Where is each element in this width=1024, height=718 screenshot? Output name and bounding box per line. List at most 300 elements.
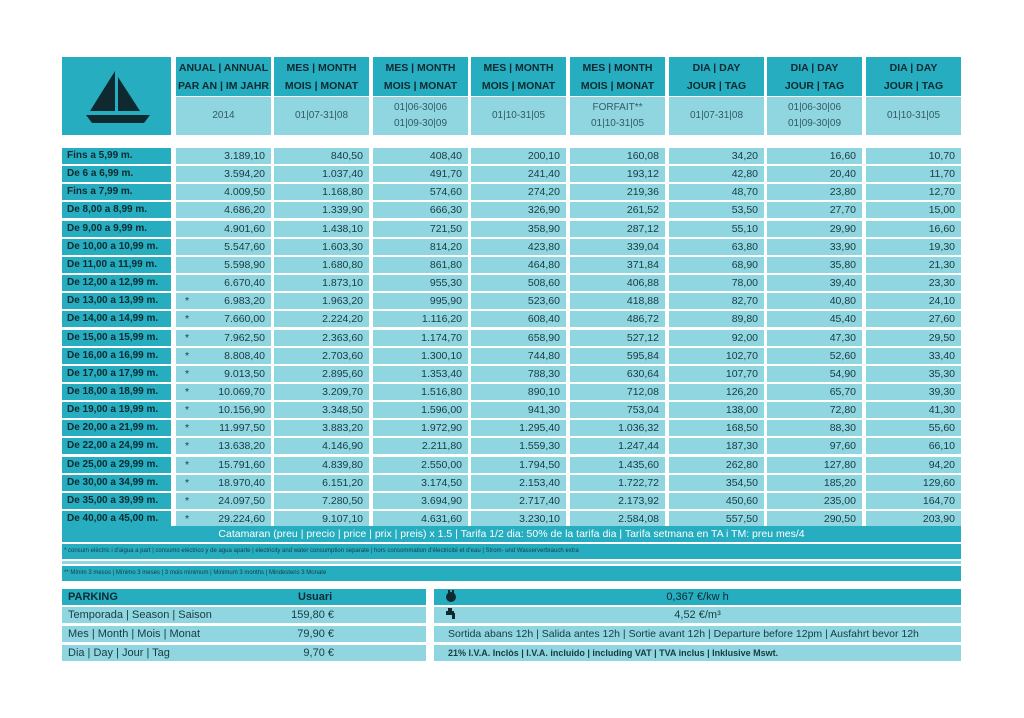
parking-row — [62, 607, 426, 623]
price-value: 168,50 — [725, 422, 758, 434]
header-period-line1: FORFAIT** — [592, 102, 643, 113]
price-value: 941,30 — [527, 404, 560, 416]
price-cell — [176, 475, 271, 491]
price-cell — [176, 457, 271, 473]
footnote2-bar — [62, 566, 961, 581]
star-marker: * — [185, 513, 190, 525]
price-cell — [176, 166, 271, 182]
price-value: 9.013,50 — [224, 368, 265, 380]
price-cell — [866, 420, 961, 436]
price-value: 1.972,90 — [421, 422, 462, 434]
price-value: 33,40 — [928, 350, 955, 362]
price-cell — [373, 402, 468, 418]
vat-note: 21% I.V.A. Inclòs | I.V.A. incluido | including VAT | TVA inclus | Inklusive Mswt. — [448, 648, 779, 658]
price-value: 464,80 — [527, 259, 560, 271]
row-label: De 8,00 a 8,99 m. — [62, 202, 171, 218]
price-value: 10.156,90 — [218, 404, 265, 416]
water-row — [434, 607, 961, 623]
price-cell — [570, 148, 665, 164]
price-cell — [767, 511, 862, 527]
price-cell — [176, 202, 271, 218]
price-cell — [471, 438, 566, 454]
price-value: 35,30 — [928, 368, 955, 380]
price-cell — [373, 184, 468, 200]
header-col-8 — [866, 57, 961, 135]
star-marker: * — [185, 332, 190, 344]
price-cell — [373, 293, 468, 309]
price-cell — [176, 511, 271, 527]
price-cell — [570, 239, 665, 255]
price-cell — [570, 384, 665, 400]
price-value: 3.189,10 — [224, 150, 265, 162]
price-value: 24.097,50 — [218, 495, 265, 507]
price-cell — [570, 257, 665, 273]
footnote-consumption: * consum elèctric i d'aigua a part | consumo eléctrico y de agua aparte | electricity and water consumption separate | hors consommation d'électricité et d'eau | Strom- und Wasserverbrauch extra — [64, 548, 579, 554]
price-value: 3.694,90 — [421, 495, 462, 507]
price-value: 29,50 — [928, 332, 955, 344]
price-cell — [274, 366, 369, 382]
row-label: De 13,00 a 13,99 m. — [62, 293, 171, 309]
star-marker: * — [185, 477, 190, 489]
price-value: 65,70 — [829, 386, 856, 398]
price-value: 185,20 — [823, 477, 856, 489]
price-value: 27,70 — [829, 204, 856, 216]
price-cell — [767, 239, 862, 255]
price-cell — [669, 348, 764, 364]
price-cell — [471, 402, 566, 418]
price-value: 1.300,10 — [421, 350, 462, 362]
price-value: 4.009,50 — [224, 186, 265, 198]
star-marker: * — [185, 422, 190, 434]
price-value: 4.146,90 — [322, 440, 363, 452]
price-cell — [866, 475, 961, 491]
row-label: De 20,00 a 21,99 m. — [62, 420, 171, 436]
price-cell — [767, 384, 862, 400]
price-cell — [373, 420, 468, 436]
header-col-period — [176, 97, 271, 135]
price-value: 42,80 — [731, 168, 758, 180]
price-cell — [176, 184, 271, 200]
price-cell — [669, 330, 764, 346]
header-period-line2: 01|09-30|09 — [787, 118, 842, 129]
price-cell — [767, 420, 862, 436]
price-cell — [866, 293, 961, 309]
price-cell — [570, 366, 665, 382]
price-value: 326,90 — [527, 204, 560, 216]
price-cell — [767, 330, 862, 346]
price-value: 27,60 — [928, 313, 955, 325]
price-value: 9.107,10 — [322, 513, 363, 525]
price-value: 16,60 — [928, 223, 955, 235]
row-label: De 16,00 a 16,99 m. — [62, 348, 171, 364]
price-cell — [176, 311, 271, 327]
price-cell — [866, 239, 961, 255]
price-value: 450,60 — [725, 495, 758, 507]
price-cell — [866, 221, 961, 237]
price-cell — [570, 293, 665, 309]
price-cell — [669, 402, 764, 418]
price-value: 955,30 — [429, 277, 462, 289]
price-value: 1.116,20 — [421, 313, 462, 325]
price-value: 39,40 — [829, 277, 856, 289]
header-title-line1: MES | MONTH — [286, 61, 357, 74]
price-cell — [176, 420, 271, 436]
price-cell — [274, 475, 369, 491]
price-value: 2.703,60 — [322, 350, 363, 362]
price-value: 29,90 — [829, 223, 856, 235]
price-cell — [767, 475, 862, 491]
price-cell — [570, 420, 665, 436]
price-cell — [866, 202, 961, 218]
price-value: 840,50 — [330, 150, 363, 162]
price-value: 658,90 — [527, 332, 560, 344]
price-cell — [373, 438, 468, 454]
price-value: 4.686,20 — [224, 204, 265, 216]
parking-label: Temporada | Season | Saison — [68, 609, 212, 621]
header-col-1 — [176, 57, 271, 135]
header-period-line1: 01|07-31|08 — [294, 110, 349, 121]
price-value: 1.295,40 — [519, 422, 560, 434]
price-value: 2.550,00 — [421, 459, 462, 471]
price-value: 6.983,20 — [224, 295, 265, 307]
header-title-line1: MES | MONTH — [582, 61, 653, 74]
price-value: 54,90 — [829, 368, 856, 380]
row-label: De 40,00 a 45,00 m. — [62, 511, 171, 527]
price-cell — [767, 348, 862, 364]
price-value: 1.438,10 — [322, 223, 363, 235]
star-marker: * — [185, 368, 190, 380]
price-cell — [471, 457, 566, 473]
price-value: 557,50 — [725, 513, 758, 525]
price-value: 8.808,40 — [224, 350, 265, 362]
price-value: 7.280,50 — [322, 495, 363, 507]
price-cell — [669, 475, 764, 491]
header-col-title — [669, 57, 764, 96]
price-cell — [669, 221, 764, 237]
header-col-title — [767, 57, 862, 96]
price-value: 72,80 — [829, 404, 856, 416]
price-cell — [274, 239, 369, 255]
price-value: 2.224,20 — [322, 313, 363, 325]
price-value: 3.883,20 — [322, 422, 363, 434]
price-cell — [373, 366, 468, 382]
header-title-line1: DIA | DAY — [889, 61, 938, 74]
price-cell — [669, 275, 764, 291]
header-title-line1: MES | MONTH — [483, 61, 554, 74]
price-cell — [866, 457, 961, 473]
price-value: 235,00 — [823, 495, 856, 507]
price-cell — [176, 221, 271, 237]
price-cell — [176, 366, 271, 382]
row-label: Fins a 7,99 m. — [62, 184, 171, 200]
price-value: 1.722,72 — [618, 477, 659, 489]
header-col-title — [176, 57, 271, 96]
price-cell — [669, 420, 764, 436]
price-value: 241,40 — [527, 168, 560, 180]
price-cell — [669, 166, 764, 182]
header-col-7 — [767, 57, 862, 135]
price-value: 5.598,90 — [224, 259, 265, 271]
price-value: 35,80 — [829, 259, 856, 271]
price-cell — [274, 166, 369, 182]
price-cell — [373, 257, 468, 273]
header-period-line2: 01|10-31|05 — [590, 118, 645, 129]
price-cell — [669, 457, 764, 473]
row-label: De 30,00 a 34,99 m. — [62, 475, 171, 491]
price-cell — [274, 275, 369, 291]
price-cell — [176, 293, 271, 309]
price-cell — [274, 438, 369, 454]
parking-label: Dia | Day | Jour | Tag — [68, 647, 170, 659]
header-title-line2: MOIS | MONAT — [580, 79, 655, 92]
price-cell — [767, 493, 862, 509]
price-cell — [274, 511, 369, 527]
price-value: 219,36 — [626, 186, 659, 198]
price-value: 129,60 — [922, 477, 955, 489]
water-tap-icon — [444, 608, 458, 627]
price-value: 1.794,50 — [519, 459, 560, 471]
price-cell — [767, 166, 862, 182]
price-value: 486,72 — [626, 313, 659, 325]
parking-label: Mes | Month | Mois | Monat — [68, 628, 201, 640]
price-value: 1.435,60 — [618, 459, 659, 471]
price-cell — [866, 330, 961, 346]
price-cell — [274, 493, 369, 509]
price-cell — [471, 166, 566, 182]
price-cell — [570, 348, 665, 364]
departure-row — [434, 626, 961, 642]
price-value: 4.631,60 — [421, 513, 462, 525]
price-cell — [669, 184, 764, 200]
price-value: 78,00 — [731, 277, 758, 289]
price-value: 12,70 — [928, 186, 955, 198]
price-value: 16,60 — [829, 150, 856, 162]
price-value: 721,50 — [429, 223, 462, 235]
price-cell — [570, 511, 665, 527]
price-cell — [274, 184, 369, 200]
header-title-line2: JOUR | TAG — [784, 79, 845, 92]
price-value: 1.339,90 — [322, 204, 363, 216]
price-value: 1.963,20 — [322, 295, 363, 307]
price-value: 18.970,40 — [218, 477, 265, 489]
price-cell — [471, 148, 566, 164]
price-cell — [669, 511, 764, 527]
price-cell — [373, 148, 468, 164]
price-value: 33,90 — [829, 241, 856, 253]
header-col-4 — [471, 57, 566, 135]
price-value: 3.230,10 — [519, 513, 560, 525]
price-cell — [669, 293, 764, 309]
price-value: 666,30 — [429, 204, 462, 216]
price-cell — [669, 257, 764, 273]
star-marker: * — [185, 295, 190, 307]
price-value: 2.584,08 — [618, 513, 659, 525]
parking-price: 79,90 € — [297, 628, 334, 640]
price-cell — [570, 402, 665, 418]
price-value: 160,08 — [626, 150, 659, 162]
header-period-line1: 01|10-31|05 — [886, 110, 941, 121]
price-cell — [866, 275, 961, 291]
price-value: 2.717,40 — [519, 495, 560, 507]
price-cell — [866, 402, 961, 418]
price-cell — [471, 330, 566, 346]
price-cell — [274, 420, 369, 436]
row-label: De 10,00 a 10,99 m. — [62, 239, 171, 255]
header-col-period — [471, 97, 566, 135]
price-value: 127,80 — [823, 459, 856, 471]
header-title-line2: JOUR | TAG — [883, 79, 944, 92]
price-value: 23,30 — [928, 277, 955, 289]
price-value: 29.224,60 — [218, 513, 265, 525]
price-value: 4.901,60 — [224, 223, 265, 235]
footnote-forfait: ** Mínim 3 mesos | Mínimo 3 meses | 3 mois minimum | Minimum 3 months | Mindestens 3 Monate — [64, 570, 327, 576]
price-value: 88,30 — [829, 422, 856, 434]
price-cell — [669, 239, 764, 255]
header-col-title — [866, 57, 961, 96]
row-label: De 18,00 a 18,99 m. — [62, 384, 171, 400]
price-cell — [373, 511, 468, 527]
price-cell — [767, 275, 862, 291]
divider — [62, 561, 961, 564]
price-value: 89,80 — [731, 313, 758, 325]
price-value: 339,04 — [626, 241, 659, 253]
price-value: 5.547,60 — [224, 241, 265, 253]
price-cell — [274, 348, 369, 364]
price-value: 15.791,60 — [218, 459, 265, 471]
row-label: De 25,00 a 29,99 m. — [62, 457, 171, 473]
price-cell — [373, 493, 468, 509]
departure-note: Sortida abans 12h | Salida antes 12h | Sortie avant 12h | Departure before 12pm | Ausfahrt bevor 12h — [448, 628, 919, 640]
price-cell — [274, 257, 369, 273]
price-value: 744,80 — [527, 350, 560, 362]
price-value: 408,40 — [429, 150, 462, 162]
row-label: De 12,00 a 12,99 m. — [62, 275, 171, 291]
price-cell — [570, 493, 665, 509]
price-value: 1.174,70 — [421, 332, 462, 344]
price-value: 290,50 — [823, 513, 856, 525]
price-value: 814,20 — [429, 241, 462, 253]
price-value: 11,70 — [929, 168, 955, 180]
star-marker: * — [185, 313, 190, 325]
header-title-line1: DIA | DAY — [692, 61, 741, 74]
price-cell — [471, 257, 566, 273]
price-value: 68,90 — [731, 259, 758, 271]
price-cell — [866, 311, 961, 327]
star-marker: * — [185, 404, 190, 416]
price-cell — [274, 402, 369, 418]
header-title-line2: MOIS | MONAT — [481, 79, 556, 92]
header-title-line1: MES | MONTH — [385, 61, 456, 74]
price-cell — [866, 511, 961, 527]
price-value: 24,10 — [928, 295, 955, 307]
price-cell — [274, 202, 369, 218]
price-cell — [767, 457, 862, 473]
header-period-line1: 01|06-30|06 — [787, 102, 842, 113]
price-value: 39,30 — [928, 386, 955, 398]
parking-col-header: Usuari — [298, 591, 333, 603]
price-cell — [274, 384, 369, 400]
price-cell — [767, 366, 862, 382]
price-value: 45,40 — [829, 313, 856, 325]
price-value: 2.153,40 — [519, 477, 560, 489]
price-cell — [669, 384, 764, 400]
price-value: 82,70 — [731, 295, 758, 307]
header-col-title — [274, 57, 369, 96]
price-cell — [373, 202, 468, 218]
price-cell — [176, 239, 271, 255]
row-label: De 14,00 a 14,99 m. — [62, 311, 171, 327]
parking-price: 159,80 € — [291, 609, 334, 621]
header-col-title — [570, 57, 665, 96]
header-col-5 — [570, 57, 665, 135]
price-cell — [373, 457, 468, 473]
price-value: 52,60 — [829, 350, 856, 362]
price-value: 2.895,60 — [322, 368, 363, 380]
price-value: 788,30 — [527, 368, 560, 380]
logo-box — [62, 57, 171, 135]
star-marker: * — [185, 350, 190, 362]
price-value: 608,40 — [527, 313, 560, 325]
header-title-line2: MOIS | MONAT — [284, 79, 359, 92]
price-value: 55,60 — [928, 422, 955, 434]
price-value: 19,30 — [928, 241, 955, 253]
price-value: 1.559,30 — [519, 440, 560, 452]
price-value: 527,12 — [626, 332, 659, 344]
header-period-line1: 2014 — [212, 110, 235, 121]
price-cell — [669, 202, 764, 218]
price-value: 20,40 — [829, 168, 856, 180]
price-value: 630,64 — [626, 368, 659, 380]
electricity-price: 0,367 €/kw h — [666, 591, 729, 603]
price-value: 423,80 — [527, 241, 560, 253]
price-value: 193,12 — [626, 168, 659, 180]
price-value: 406,88 — [626, 277, 659, 289]
price-cell — [570, 184, 665, 200]
price-value: 94,20 — [928, 459, 955, 471]
price-cell — [570, 475, 665, 491]
price-value: 371,84 — [626, 259, 659, 271]
price-value: 55,10 — [731, 223, 758, 235]
price-cell — [767, 202, 862, 218]
price-cell — [471, 184, 566, 200]
header-period-line1: 01|06-30|06 — [393, 102, 448, 113]
price-cell — [274, 148, 369, 164]
price-cell — [866, 257, 961, 273]
price-value: 21,30 — [928, 259, 955, 271]
price-value: 187,30 — [725, 440, 758, 452]
price-cell — [669, 438, 764, 454]
price-value: 491,70 — [429, 168, 462, 180]
price-value: 102,70 — [725, 350, 758, 362]
price-cell — [274, 457, 369, 473]
price-cell — [176, 348, 271, 364]
price-value: 138,00 — [725, 404, 758, 416]
row-label: De 19,00 a 19,99 m. — [62, 402, 171, 418]
header-title-line2: JOUR | TAG — [686, 79, 747, 92]
price-value: 574,60 — [429, 186, 462, 198]
price-value: 2.211,80 — [421, 440, 462, 452]
price-value: 4.839,80 — [322, 459, 363, 471]
price-cell — [373, 330, 468, 346]
header-period-line2: 01|09-30|09 — [393, 118, 448, 129]
price-value: 861,80 — [429, 259, 462, 271]
price-cell — [274, 221, 369, 237]
price-value: 47,30 — [829, 332, 856, 344]
price-value: 523,60 — [527, 295, 560, 307]
price-value: 92,00 — [731, 332, 758, 344]
price-value: 418,88 — [626, 295, 659, 307]
price-cell — [866, 166, 961, 182]
